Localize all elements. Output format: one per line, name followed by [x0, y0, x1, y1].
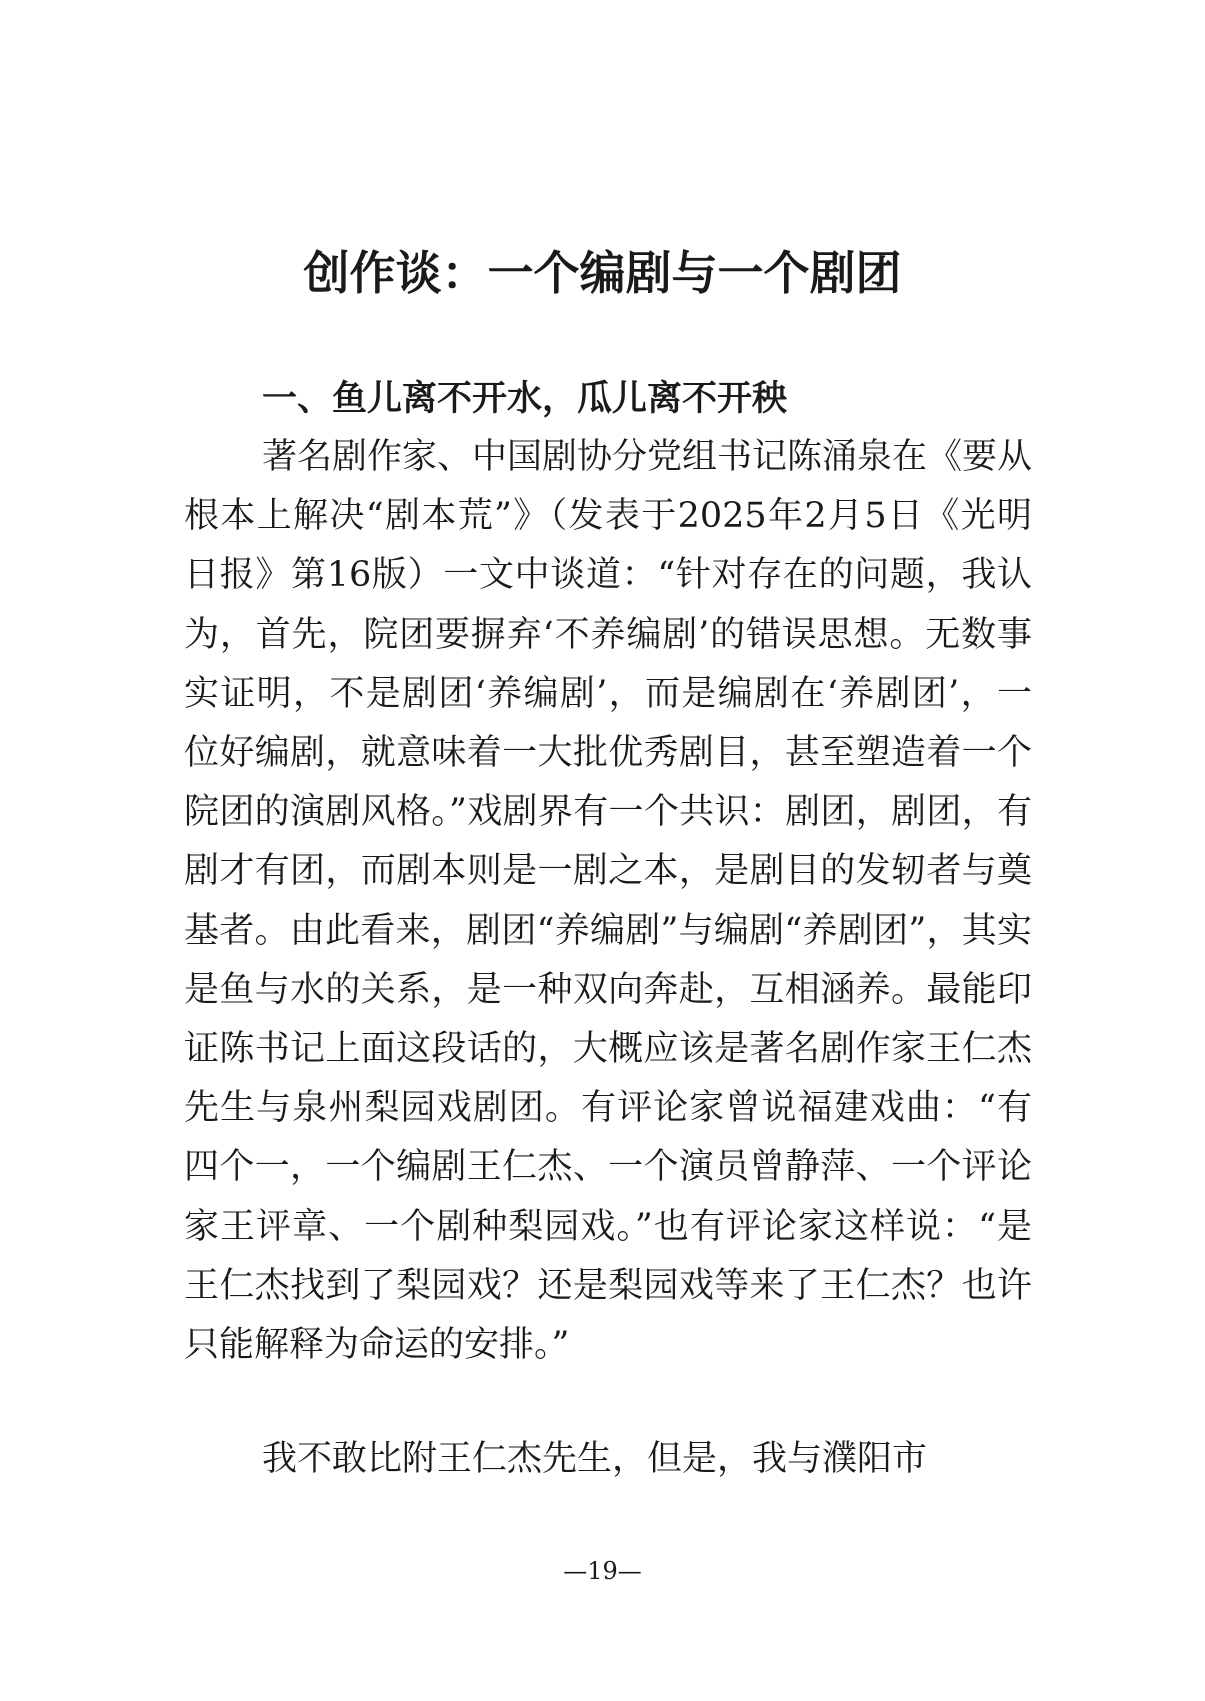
page-title: 创作谈：一个编剧与一个剧团 [303, 246, 902, 300]
body-paragraph: 著名剧作家、中国剧协分党组书记陈涌泉在《要从根本上解决“剧本荒”》（发表于2025年2月5日《光明日报》第16版）一文中谈道：“针对存在的问题，我认为，首先，院团要摒弃‘不养编剧’的错误思想。无数事实证明，不是剧团‘养编剧’，而是编剧在‘养剧团’，一位好编剧，就意味着一大批优秀剧目，甚至塑造着一个院团的演剧风格。”戏剧界有一个共识：剧团，剧团，有剧才有团，而剧本则是一剧之本，是剧目的发轫者与奠基者。由此看来，剧团“养编剧”与编剧“养剧团”，其实是鱼与水的关系，是一种双向奔赴，互相涵养。最能印证陈书记上面这段话的，大概应该是著名剧作家王仁杰先生与泉州梨园戏剧团。有评论家曾说福建戏曲：“有四个一，一个编剧王仁杰、一个演员曾静萍、一个评论家王评章、一个剧种梨园戏。”也有评论家这样说：“是王仁杰找到了梨园戏？还是梨园戏等来了王仁杰？也许只能解释为命运的安排。” [184, 437, 1033, 1366]
page-number: —19— [563, 1557, 642, 1585]
section-heading: 一、鱼儿离不开水，瓜儿离不开秧 [262, 379, 788, 419]
body-paragraph: 我不敢比附王仁杰先生，但是，我与濮阳市 [262, 1439, 928, 1479]
